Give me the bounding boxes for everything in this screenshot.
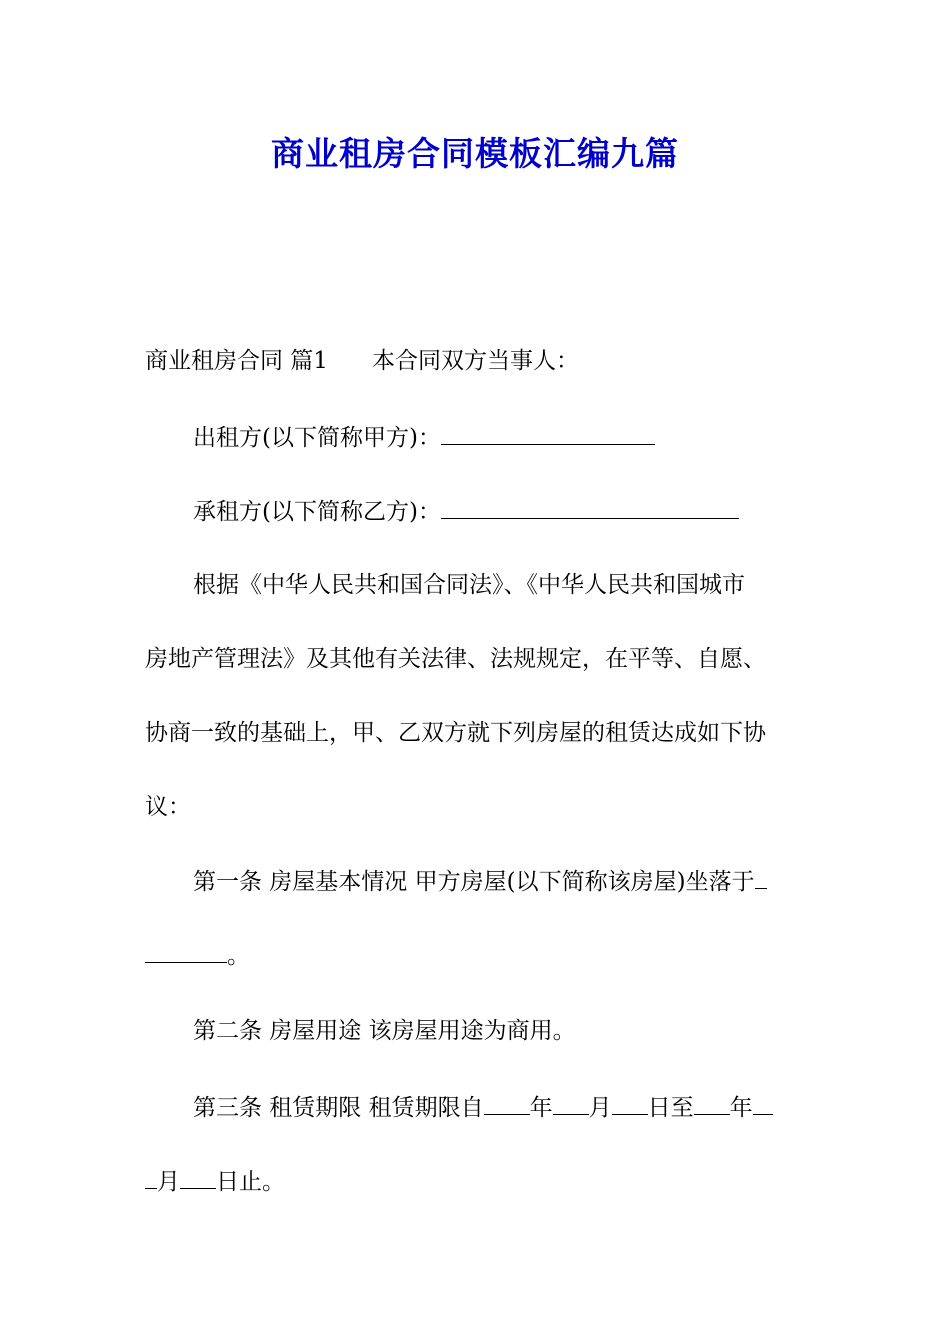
start-month-blank <box>553 1092 589 1115</box>
lessor-blank <box>441 422 655 445</box>
end-day-blank <box>180 1166 216 1189</box>
article-3-text: 第三条 租赁期限 租赁期限自 <box>193 1095 484 1121</box>
article-1-line-1 <box>193 866 767 897</box>
lessor-line <box>193 422 655 453</box>
start-year-blank <box>484 1092 530 1115</box>
parties-intro: 本合同双方当事人： <box>371 348 579 374</box>
lessee-blank <box>441 496 739 519</box>
lessor-label: 出租方(以下简称甲方)： <box>193 425 441 451</box>
start-day-blank <box>612 1092 648 1115</box>
document-title: 商业租房合同模板汇编九篇 <box>271 134 679 173</box>
article-1-end: 。 <box>227 943 250 969</box>
basis-line-1: 根据《中华人民共和国合同法》、《中华人民共和国城市 <box>193 572 745 598</box>
lessee-line <box>193 496 739 527</box>
article-2-line: 第二条 房屋用途 该房屋用途为商用。 <box>193 1018 576 1044</box>
location-blank <box>145 940 227 963</box>
article-1-line-2 <box>145 940 250 971</box>
end-day-label: 日止。 <box>216 1169 285 1195</box>
location-blank-start <box>755 866 767 889</box>
article-3-line-2 <box>145 1166 285 1197</box>
end-month-blank <box>145 1166 157 1189</box>
basis-line-3: 协商一致的基础上，甲、乙双方就下列房屋的租赁达成如下协 <box>145 720 766 746</box>
end-year-label: 年 <box>729 1095 753 1121</box>
lessee-label: 承租方(以下简称乙方)： <box>193 499 441 525</box>
start-month-label: 月 <box>588 1095 612 1121</box>
contract-heading: 商业租房合同 篇1 <box>145 348 328 374</box>
end-year-blank <box>694 1092 730 1115</box>
start-year-label: 年 <box>529 1095 553 1121</box>
contract-heading-line <box>145 346 579 376</box>
basis-line-2: 房地产管理法》及其他有关法律、法规规定，在平等、自愿、 <box>145 646 766 672</box>
basis-line-4: 议： <box>145 794 191 820</box>
end-month-blank-start <box>753 1092 773 1115</box>
end-month-label: 月 <box>157 1169 180 1195</box>
article-1-text: 第一条 房屋基本情况 甲方房屋(以下简称该房屋)坐落于 <box>193 869 755 895</box>
article-3-line-1 <box>193 1092 773 1123</box>
start-day-label: 日至 <box>647 1095 694 1121</box>
